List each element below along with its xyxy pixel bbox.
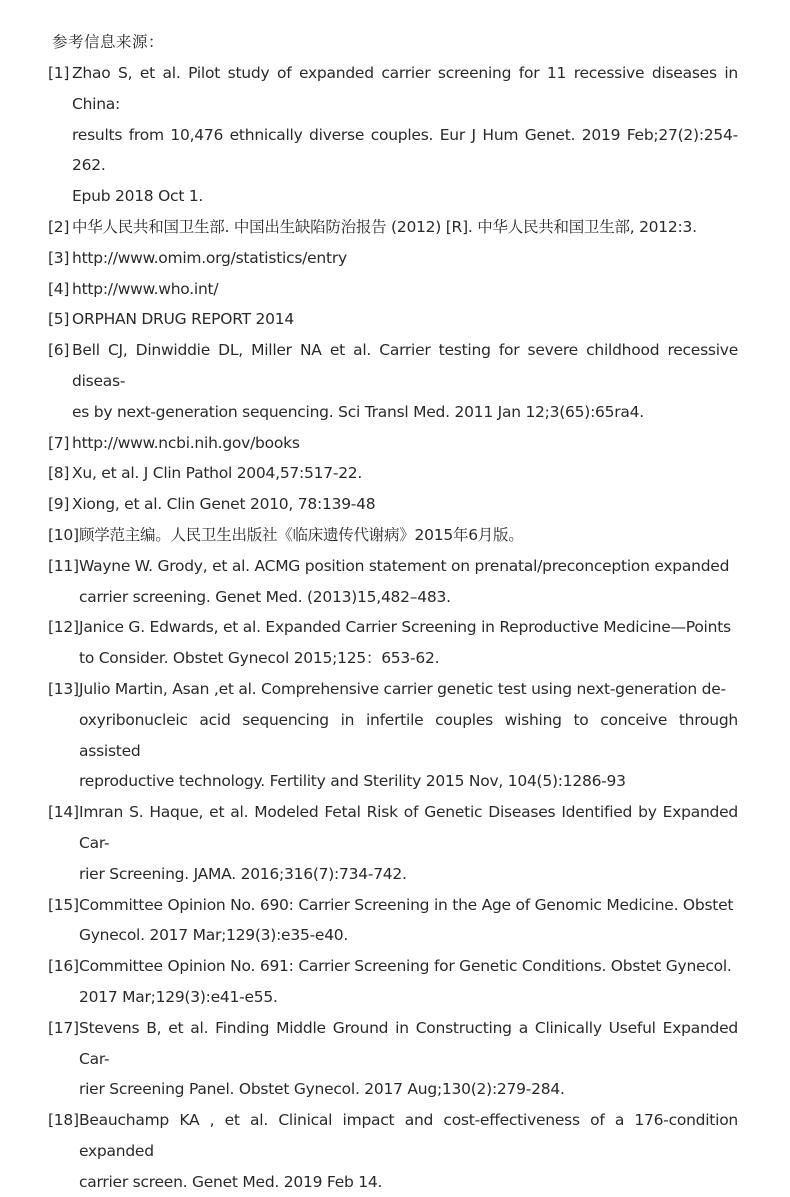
reference-text-line: Julio Martin, Asan ,et al. Comprehensive carrier genetic test using next-generation de- [79, 679, 726, 698]
reference-text-line: ORPHAN DRUG REPORT 2014 [72, 310, 294, 329]
reference-number: [10] [48, 525, 79, 544]
reference-item [48, 1013, 738, 1105]
reference-text-line: Janice G. Edwards, et al. Expanded Carrier Screening in Reproductive Medicine—Points [79, 618, 731, 637]
reference-item [48, 797, 738, 889]
reference-list [48, 58, 738, 1197]
reference-number: [12] [48, 618, 79, 637]
reference-text-line: results from 10,476 ethnically diverse couples. Eur J Hum Genet. 2019 Feb;27(2):254-262. [72, 125, 738, 175]
reference-number: [3] [48, 248, 70, 267]
reference-text-line: Committee Opinion No. 691: Carrier Screening for Genetic Conditions. Obstet Gynecol. [79, 957, 732, 976]
reference-text-line: to Consider. Obstet Gynecol 2015;125：653-62. [79, 649, 440, 668]
reference-item [48, 458, 738, 489]
reference-text-line: Imran S. Haque, et al. Modeled Fetal Risk of Genetic Diseases Identified by Expanded Car- [79, 803, 738, 852]
reference-text-line: carrier screening. Genet Med. (2013)15,482–483. [79, 587, 451, 606]
reference-text-line: http://www.who.int/ [72, 279, 219, 298]
reference-text-line: 顾学范主编。人民卫生出版社《临床遗传代谢病》2015年6月版。 [79, 525, 524, 544]
reference-text-line: 2017 Mar;129(3):e41-e55. [79, 987, 278, 1006]
reference-number: [15] [48, 895, 79, 914]
reference-text-line: rier Screening. JAMA. 2016;316(7):734-742. [79, 864, 407, 883]
reference-item [48, 335, 738, 427]
reference-number: [14] [48, 803, 79, 822]
reference-text-line: Epub 2018 Oct 1. [72, 187, 204, 206]
reference-text-line: 中华人民共和国卫生部. 中国出生缺陷防治报告 (2012) [R]. 中华人民共和国卫生部, 2012:3. [72, 217, 697, 236]
reference-item [48, 890, 738, 952]
reference-text-line: reproductive technology. Fertility and Sterility 2015 Nov, 104(5):1286-93 [79, 772, 626, 791]
reference-number: [2] [48, 217, 70, 236]
reference-text-line: Bell CJ, Dinwiddie DL, Miller NA et al. Carrier testing for severe childhood recessive diseas- [72, 341, 738, 390]
reference-text-line: Gynecol. 2017 Mar;129(3):e35-e40. [79, 926, 349, 945]
reference-item [48, 243, 738, 274]
reference-item [48, 1105, 738, 1197]
references-heading: 参考信息来源： [52, 33, 165, 51]
reference-number: [4] [48, 279, 70, 298]
reference-text-line: Xu, et al. J Clin Pathol 2004,57:517-22. [72, 464, 363, 483]
reference-text-line: Xiong, et al. Clin Genet 2010, 78:139-48 [72, 495, 376, 514]
reference-text-line: Beauchamp KA , et al. Clinical impact and cost-effectiveness of a 176-condition expanded [79, 1111, 738, 1160]
reference-number: [1] [48, 64, 70, 82]
reference-item [48, 489, 738, 520]
reference-item [48, 58, 738, 212]
reference-number: [6] [48, 341, 70, 360]
reference-text-line: oxyribonucleic acid sequencing in infertile couples wishing to conceive through assisted [79, 710, 738, 760]
reference-number: [16] [48, 957, 79, 976]
reference-text-line: Wayne W. Grody, et al. ACMG position statement on prenatal/preconception expanded [79, 556, 730, 575]
reference-item [48, 274, 738, 305]
reference-number: [8] [48, 464, 70, 483]
reference-text-line: rier Screening Panel. Obstet Gynecol. 2017 Aug;130(2):279-284. [79, 1080, 565, 1099]
reference-text-line: Committee Opinion No. 690: Carrier Screening in the Age of Genomic Medicine. Obstet [79, 895, 734, 914]
reference-number: [13] [48, 679, 79, 698]
reference-number: [7] [48, 433, 70, 452]
reference-number: [18] [48, 1111, 79, 1130]
reference-item [48, 428, 738, 459]
reference-number: [17] [48, 1018, 79, 1037]
reference-text-line: http://www.ncbi.nih.gov/books [72, 433, 300, 452]
reference-text-line: carrier screen. Genet Med. 2019 Feb 14. [79, 1172, 383, 1191]
reference-item [48, 951, 738, 1013]
reference-item [48, 520, 738, 551]
reference-number: [9] [48, 495, 70, 514]
reference-text-line: Zhao S, et al. Pilot study of expanded carrier screening for 11 recessive diseases in China: [72, 64, 738, 113]
reference-item [48, 212, 738, 243]
reference-item [48, 551, 738, 613]
reference-item [48, 304, 738, 335]
reference-text-line: es by next-generation sequencing. Sci Transl Med. 2011 Jan 12;3(65):65ra4. [72, 402, 644, 421]
reference-text-line: http://www.omim.org/statistics/entry [72, 248, 347, 267]
reference-text-line: Stevens B, et al. Finding Middle Ground in Constructing a Clinically Useful Expanded Car- [79, 1018, 738, 1068]
reference-item [48, 674, 738, 797]
reference-number: [5] [48, 310, 70, 329]
reference-item [48, 612, 738, 674]
reference-number: [11] [48, 556, 79, 575]
